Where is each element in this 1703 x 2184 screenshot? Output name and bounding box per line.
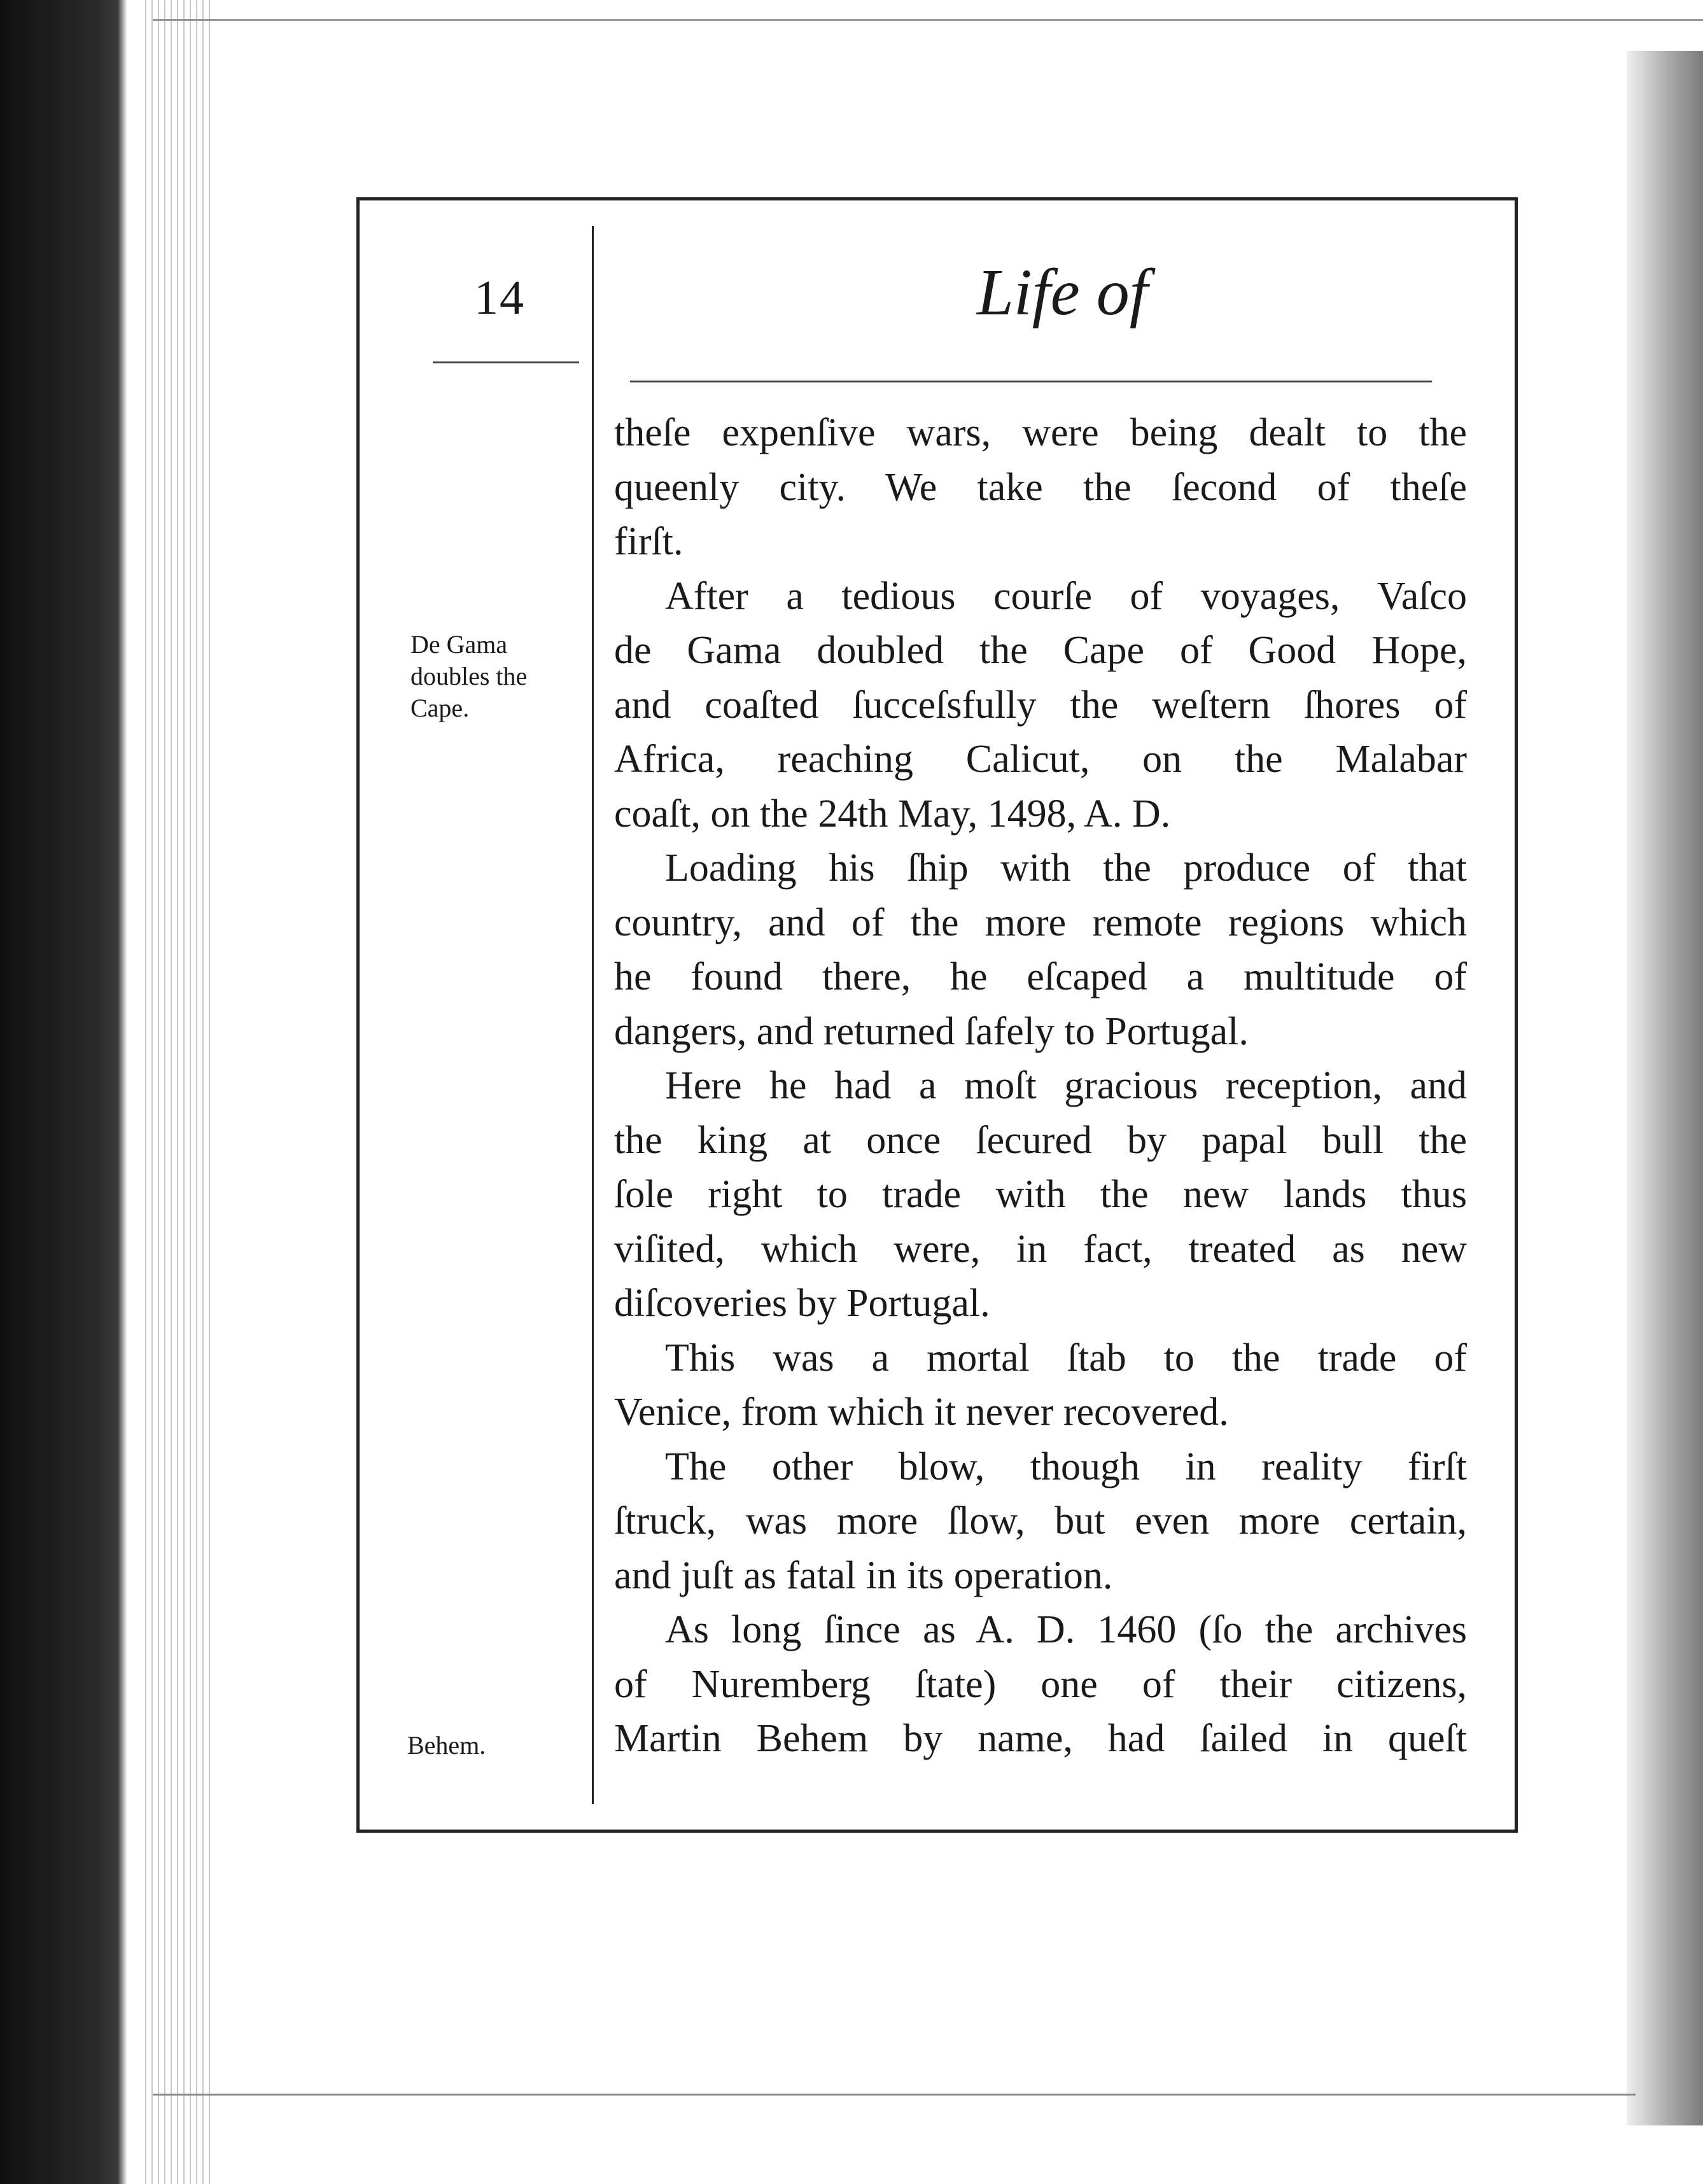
text-line: Africa, reaching Calicut, on the Malabar	[614, 738, 1467, 781]
page-number: 14	[474, 271, 525, 325]
text-line: he found there, he eſcaped a multitude of	[614, 955, 1467, 998]
text-line: of Nuremberg ſtate) one of their citizens,	[614, 1662, 1467, 1706]
text-line: the king at once ſecured by papal bull the	[614, 1118, 1467, 1162]
text-line: Loading his ſhip with the produce of that	[665, 846, 1467, 890]
text-line: Venice, from which it never recovered.	[614, 1390, 1229, 1434]
text-line: de Gama doubled the Cape of Good Hope,	[614, 629, 1467, 672]
text-line: firſt.	[614, 520, 683, 563]
text-line: country, and of the more remote regions which	[614, 900, 1467, 944]
text-line: After a tedious courſe of voyages, Vaſco	[665, 574, 1467, 618]
text-line: The other blow, though in reality firſt	[665, 1445, 1467, 1488]
scan-bottom-edge	[153, 2094, 1636, 2103]
text-line: ſole right to trade with the new lands thus	[614, 1173, 1467, 1216]
text-line: Martin Behem by name, had ſailed in queſt	[614, 1717, 1467, 1760]
scan-binding-edge	[0, 0, 127, 2184]
header-rule-left	[433, 361, 579, 363]
scan-right-shadow	[1627, 51, 1703, 2125]
text-line: theſe expenſive wars, were being dealt to the	[614, 411, 1467, 454]
margin-note-de-gama	[410, 629, 557, 724]
text-line: diſcoveries by Portugal.	[614, 1282, 990, 1325]
header-rule-right	[630, 381, 1432, 382]
text-line: and coaſted ſucceſsfully the weſtern ſhores of	[614, 683, 1467, 727]
scan-page-edges	[140, 0, 210, 2184]
margin-divider	[592, 226, 594, 1804]
text-line: Here he had a moſt gracious reception, and	[665, 1064, 1467, 1107]
body-text	[614, 406, 1467, 1767]
text-line: ſtruck, was more ſlow, but even more certain,	[614, 1499, 1467, 1543]
text-line: dangers, and returned ſafely to Portugal.	[614, 1009, 1249, 1053]
margin-note-text: De Gama doubles the Cape.	[410, 630, 528, 722]
text-line: queenly city. We take the ſecond of theſe	[614, 465, 1467, 509]
text-line: As long ſince as A. D. 1460 (ſo the archives	[665, 1608, 1467, 1651]
running-head: Life of	[977, 256, 1148, 329]
text-line: and juſt as fatal in its operation.	[614, 1553, 1113, 1597]
margin-note-behem: Behem.	[407, 1731, 486, 1760]
text-line: coaſt, on the 24th May, 1498, A. D.	[614, 792, 1171, 836]
scan-top-edge	[153, 0, 1703, 21]
text-line: This was a mortal ſtab to the trade of	[665, 1336, 1467, 1380]
text-line: viſited, which were, in fact, treated as new	[614, 1227, 1467, 1271]
